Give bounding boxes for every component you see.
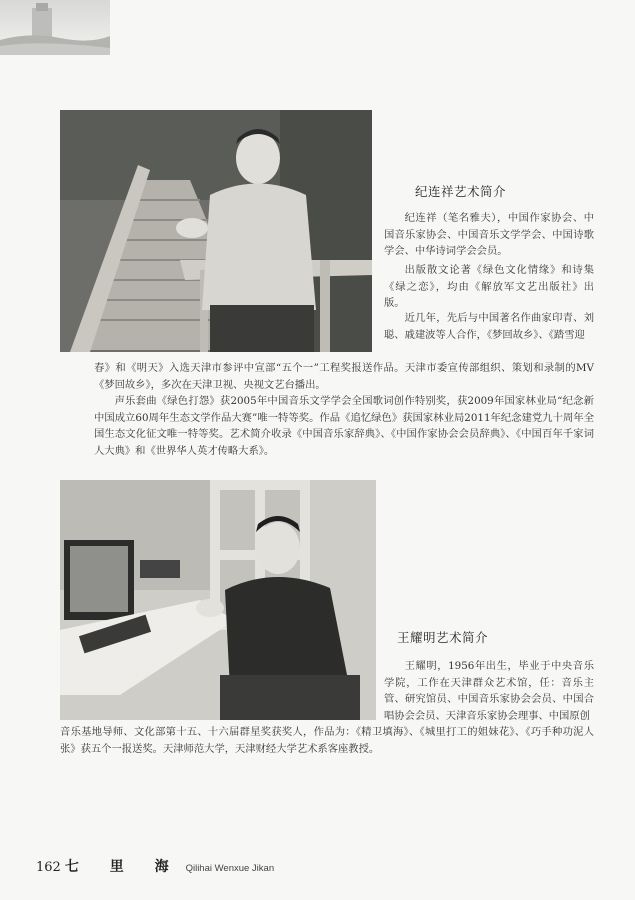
section1-paragraph-1: 纪连祥（笔名雅夫），中国作家协会、中国音乐家协会、中国音乐文学学会、中国诗歌学会、中华诗词学会会员。 — [384, 212, 594, 258]
section1-paragraph-3-continued: 春》和《明天》入选天津市参评中宣部“五个一”工程奖报送作品。天津市委宣传部组织、策划和录制的MV《梦回故乡》，多次在天津卫视、央视文艺台播出。 — [94, 362, 594, 391]
section2-title: 王耀明艺术简介 — [397, 630, 489, 645]
portrait-photo-ji-lianxiang — [60, 110, 372, 352]
section2-paragraph-1-continued: 音乐基地导师、文化部第十五、十六届群星奖获奖人，作品为：《精卫填海》、《城里打工的姐妹花》、《巧手种功泥人张》获五个一报送奖。天津师范大学，天津财经大学艺术系客座教授。 — [60, 726, 594, 755]
header-landscape-image — [0, 0, 110, 55]
section1-paragraph-2: 出版散文论著《绿色文化情缘》和诗集《绿之恋》，均由《解放军文艺出版社》出版。 — [384, 264, 594, 310]
magazine-pinyin: Qilihai Wenxue Jikan — [185, 863, 275, 874]
magazine-name: 七 里 海 — [64, 859, 182, 875]
section2-paragraph-1: 王耀明，1956年出生，毕业于中央音乐学院，工作在天津群众艺术馆，任：音乐主管、研究馆员、中国音乐家协会会员、中国合唱协会会员、天津音乐家协会理事、中国原创 — [384, 660, 594, 722]
page-footer — [36, 856, 274, 876]
portrait-photo-wang-yaoming — [60, 480, 376, 720]
section1-paragraph-4: 声乐套曲《绿色打怨》获2005年中国音乐文学学会全国歌词创作特别奖，获2009年国家林业局“纪念新中国成立60周年生态文学作品大赛”唯一特等奖。作品《追忆绿色》获国家林业局2011年纪念建党九十周年全国生态文化征文唯一特等奖。艺术简介收录《中国音乐家辞典》、《中国作家协会会员辞典》、《中国百年千家词人大典》和《世界华人英才传略大系》。 — [94, 395, 594, 457]
page-number: 162 — [36, 860, 61, 875]
section1-paragraph-3-narrow: 近几年，先后与中国著名作曲家印青、刘聪、戚建波等人合作，《梦回故乡》、《踏雪迎 — [384, 312, 594, 341]
section1-title: 纪连祥艺术简介 — [415, 184, 507, 199]
